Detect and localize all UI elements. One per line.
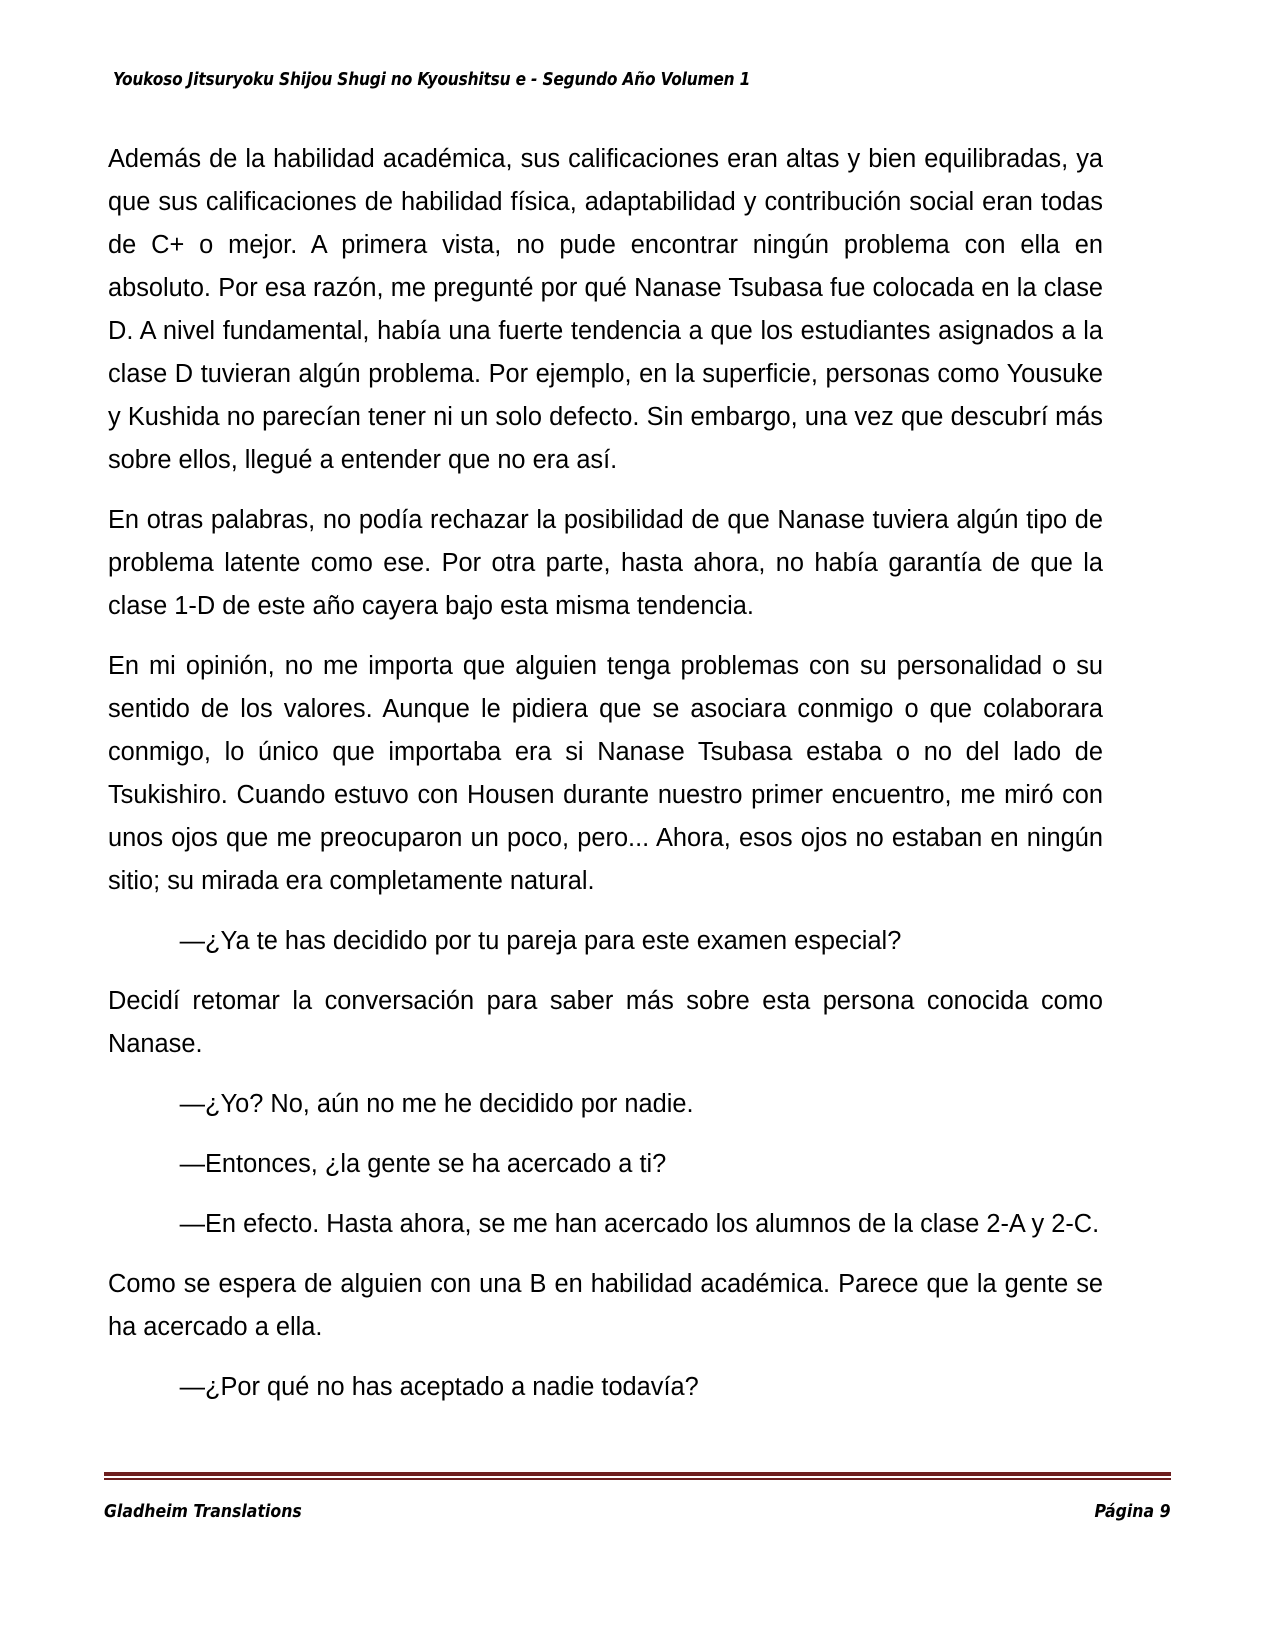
page-footer (104, 1472, 1171, 1522)
body-paragraph: Además de la habilidad académica, sus calificaciones eran altas y bien equilibradas, ya que sus calificaciones de habilidad física, adaptabilidad y contribución social eran todas de C+ o mejor. A primera vista, no pude encontrar ningún problema con ella en absoluto. Por esa razón, me pregunté por qué Nanase Tsubasa fue colocada en la clase D. A nivel fundamental, había una fuerte tendencia a que los estudiantes asignados a la clase D tuvieran algún problema. Por ejemplo, en la superficie, personas como Yousuke y Kushida no parecían tener ni un solo defecto. Sin embargo, una vez que descubrí más sobre ellos, llegué a entender que no era así. (108, 145, 1103, 474)
dialogue-line: —Entonces, ¿la gente se ha acercado a ti? (179, 1150, 667, 1178)
footer-page-number: Página 9 (1094, 1502, 1171, 1522)
footer-divider-thin (104, 1478, 1171, 1480)
dialogue-line: —¿Ya te has decidido por tu pareja para este examen especial? (179, 927, 902, 955)
document-body (108, 138, 1108, 1426)
dialogue-line: —¿Yo? No, aún no me he decidido por nadie. (179, 1090, 694, 1118)
body-paragraph: Decidí retomar la conversación para saber más sobre esta persona conocida como Nanase. (108, 987, 1103, 1058)
body-paragraph: Como se espera de alguien con una B en habilidad académica. Parece que la gente se ha acercado a ella. (108, 1270, 1103, 1341)
body-paragraph: En otras palabras, no podía rechazar la posibilidad de que Nanase tuviera algún tipo de problema latente como ese. Por otra parte, hasta ahora, no había garantía de que la clase 1-D de este año cayera bajo esta misma tendencia. (108, 506, 1103, 620)
body-paragraph: En mi opinión, no me importa que alguien tenga problemas con su personalidad o su sentido de los valores. Aunque le pidiera que se asociara conmigo o que colaborara conmigo, lo único que importaba era si Nanase Tsubasa estaba o no del lado de Tsukishiro. Cuando estuvo con Housen durante nuestro primer encuentro, me miró con unos ojos que me preocuparon un poco, pero... Ahora, esos ojos no estaban en ningún sitio; su mirada era completamente natural. (108, 652, 1103, 895)
dialogue-line: —¿Por qué no has aceptado a nadie todavía? (179, 1373, 699, 1401)
page-header (113, 70, 1163, 90)
dialogue-line: —En efecto. Hasta ahora, se me han acercado los alumnos de la clase 2-A y 2-C. (179, 1210, 1100, 1238)
footer-translator-credit: Gladheim Translations (104, 1502, 302, 1522)
footer-row (104, 1502, 1171, 1522)
header-title: Youkoso Jitsuryoku Shijou Shugi no Kyoushitsu e - Segundo Año Volumen 1 (113, 70, 751, 90)
